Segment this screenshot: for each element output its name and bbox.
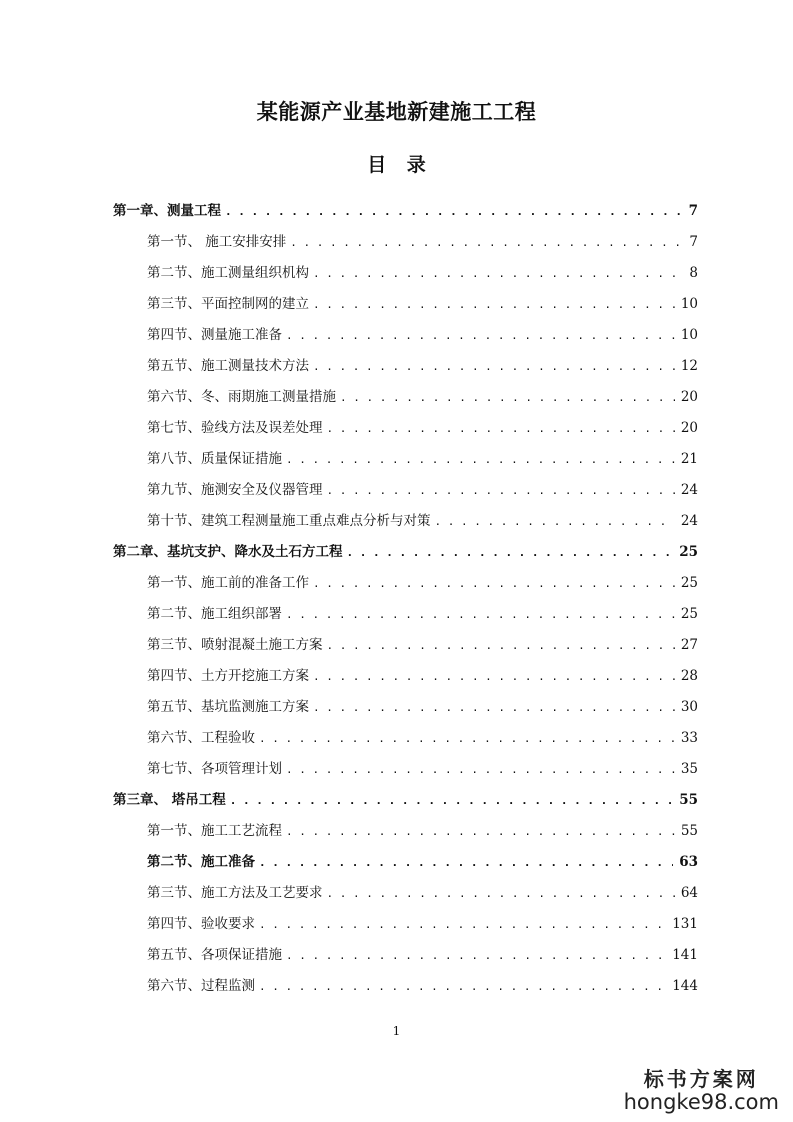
toc-entry-page: 33 bbox=[680, 730, 698, 746]
toc-dot-leader bbox=[225, 196, 682, 227]
toc-entry-title: 第十节、建筑工程测量施工重点难点分析与对策 bbox=[147, 513, 431, 529]
toc-dot-leader bbox=[286, 754, 675, 785]
toc-entry-title: 第七节、验线方法及误差处理 bbox=[147, 420, 323, 436]
toc-dot-leader bbox=[286, 940, 666, 971]
toc-entry-title: 第六节、冬、雨期施工测量措施 bbox=[147, 389, 336, 405]
toc-entry-page: 131 bbox=[672, 916, 698, 932]
toc-entry-page: 20 bbox=[680, 420, 698, 436]
toc-entry-title: 第五节、施工测量技术方法 bbox=[147, 358, 309, 374]
toc-entry-title: 第二节、施工准备 bbox=[147, 854, 255, 870]
toc-dot-leader bbox=[290, 227, 682, 258]
watermark-text: 标书方案网 bbox=[643, 1067, 759, 1091]
toc-entry-title: 第三节、喷射混凝土施工方案 bbox=[147, 637, 323, 653]
toc-entry-page: 25 bbox=[680, 606, 698, 622]
toc-dot-leader bbox=[435, 506, 675, 537]
toc-entry-title: 第五节、各项保证措施 bbox=[147, 947, 282, 963]
toc-entry-title: 第四节、验收要求 bbox=[147, 916, 255, 932]
toc-section-entry[interactable] bbox=[0, 940, 793, 971]
toc-chapter-entry[interactable] bbox=[0, 196, 793, 227]
toc-section-entry[interactable] bbox=[0, 599, 793, 630]
toc-dot-leader bbox=[259, 971, 666, 1002]
toc-chapter-entry[interactable] bbox=[0, 785, 793, 816]
toc-entry-page: 21 bbox=[680, 451, 698, 467]
toc-dot-leader bbox=[313, 258, 682, 289]
toc-dot-leader bbox=[313, 568, 675, 599]
toc-dot-leader bbox=[286, 599, 675, 630]
toc-entry-title: 第三章、 塔吊工程 bbox=[113, 792, 226, 808]
toc-dot-leader bbox=[340, 382, 675, 413]
toc-entry-page: 30 bbox=[680, 699, 698, 715]
toc-entry-title: 第二章、基坑支护、降水及土石方工程 bbox=[113, 544, 343, 560]
toc-entry-page: 144 bbox=[672, 978, 698, 994]
toc-entry-page: 7 bbox=[689, 234, 698, 250]
toc-section-entry[interactable] bbox=[0, 227, 793, 258]
toc-entry-title: 第三节、施工方法及工艺要求 bbox=[147, 885, 323, 901]
toc-entry-page: 25 bbox=[679, 544, 698, 560]
toc-section-entry[interactable] bbox=[0, 289, 793, 320]
toc-dot-leader bbox=[230, 785, 674, 816]
toc-entry-title: 第二节、施工组织部署 bbox=[147, 606, 282, 622]
document-title: 某能源产业基地新建施工工程 bbox=[256, 99, 537, 124]
toc-entry-title: 第六节、工程验收 bbox=[147, 730, 255, 746]
toc-entry-page: 24 bbox=[680, 513, 698, 529]
toc-dot-leader bbox=[327, 475, 675, 506]
toc-entry-page: 55 bbox=[680, 823, 698, 839]
toc-section-entry[interactable] bbox=[0, 630, 793, 661]
toc-heading: 目 录 bbox=[367, 154, 426, 176]
toc-entry-page: 55 bbox=[679, 792, 698, 808]
toc-dot-leader bbox=[286, 320, 675, 351]
table-of-contents bbox=[0, 196, 793, 1002]
toc-entry-page: 12 bbox=[680, 358, 698, 374]
toc-section-entry[interactable] bbox=[0, 909, 793, 940]
toc-entry-page: 141 bbox=[672, 947, 698, 963]
toc-dot-leader bbox=[286, 444, 675, 475]
watermark-logo bbox=[624, 1068, 779, 1114]
toc-entry-title: 第五节、基坑监测施工方案 bbox=[147, 699, 309, 715]
toc-entry-page: 24 bbox=[680, 482, 698, 498]
toc-entry-title: 第一节、施工前的准备工作 bbox=[147, 575, 309, 591]
toc-dot-leader bbox=[259, 909, 666, 940]
toc-entry-page: 27 bbox=[680, 637, 698, 653]
toc-entry-page: 63 bbox=[679, 854, 698, 870]
toc-section-entry[interactable] bbox=[0, 754, 793, 785]
toc-section-entry[interactable] bbox=[0, 351, 793, 382]
toc-section-entry[interactable] bbox=[0, 568, 793, 599]
toc-dot-leader bbox=[327, 630, 675, 661]
toc-dot-leader bbox=[259, 847, 673, 878]
toc-section-entry[interactable] bbox=[0, 816, 793, 847]
toc-section-entry[interactable] bbox=[0, 475, 793, 506]
page-number: 1 bbox=[392, 1024, 401, 1038]
toc-entry-page: 7 bbox=[688, 203, 698, 219]
toc-entry-title: 第七节、各项管理计划 bbox=[147, 761, 282, 777]
toc-dot-leader bbox=[313, 661, 675, 692]
toc-entry-title: 第四节、测量施工准备 bbox=[147, 327, 282, 343]
toc-entry-page: 64 bbox=[680, 885, 698, 901]
toc-section-entry[interactable] bbox=[0, 847, 793, 878]
toc-section-entry[interactable] bbox=[0, 258, 793, 289]
toc-section-entry[interactable] bbox=[0, 692, 793, 723]
toc-dot-leader bbox=[327, 878, 675, 909]
toc-entry-title: 第一章、测量工程 bbox=[113, 203, 221, 219]
toc-entry-title: 第三节、平面控制网的建立 bbox=[147, 296, 309, 312]
toc-section-entry[interactable] bbox=[0, 382, 793, 413]
toc-section-entry[interactable] bbox=[0, 444, 793, 475]
toc-section-entry[interactable] bbox=[0, 413, 793, 444]
toc-entry-title: 第九节、施测安全及仪器管理 bbox=[147, 482, 323, 498]
toc-entry-page: 10 bbox=[680, 327, 698, 343]
toc-entry-title: 第六节、过程监测 bbox=[147, 978, 255, 994]
toc-entry-page: 10 bbox=[680, 296, 698, 312]
toc-entry-page: 8 bbox=[689, 265, 698, 281]
toc-entry-page: 35 bbox=[680, 761, 698, 777]
toc-entry-title: 第二节、施工测量组织机构 bbox=[147, 265, 309, 281]
toc-chapter-entry[interactable] bbox=[0, 537, 793, 568]
toc-section-entry[interactable] bbox=[0, 878, 793, 909]
toc-section-entry[interactable] bbox=[0, 320, 793, 351]
toc-section-entry[interactable] bbox=[0, 971, 793, 1002]
toc-dot-leader bbox=[347, 537, 674, 568]
toc-dot-leader bbox=[313, 351, 675, 382]
toc-entry-title: 第一节、 施工安排安排 bbox=[147, 234, 287, 250]
toc-entry-title: 第八节、质量保证措施 bbox=[147, 451, 282, 467]
toc-entry-title: 第一节、施工工艺流程 bbox=[147, 823, 282, 839]
toc-section-entry[interactable] bbox=[0, 723, 793, 754]
toc-entry-title: 第四节、土方开挖施工方案 bbox=[147, 668, 309, 684]
toc-dot-leader bbox=[313, 289, 675, 320]
toc-dot-leader bbox=[286, 816, 675, 847]
toc-entry-page: 20 bbox=[680, 389, 698, 405]
toc-dot-leader bbox=[259, 723, 675, 754]
toc-section-entry[interactable] bbox=[0, 506, 793, 537]
toc-section-entry[interactable] bbox=[0, 661, 793, 692]
toc-entry-page: 25 bbox=[680, 575, 698, 591]
toc-dot-leader bbox=[327, 413, 675, 444]
toc-entry-page: 28 bbox=[680, 668, 698, 684]
toc-dot-leader bbox=[313, 692, 675, 723]
watermark-url: hongke98.com bbox=[623, 1090, 779, 1114]
